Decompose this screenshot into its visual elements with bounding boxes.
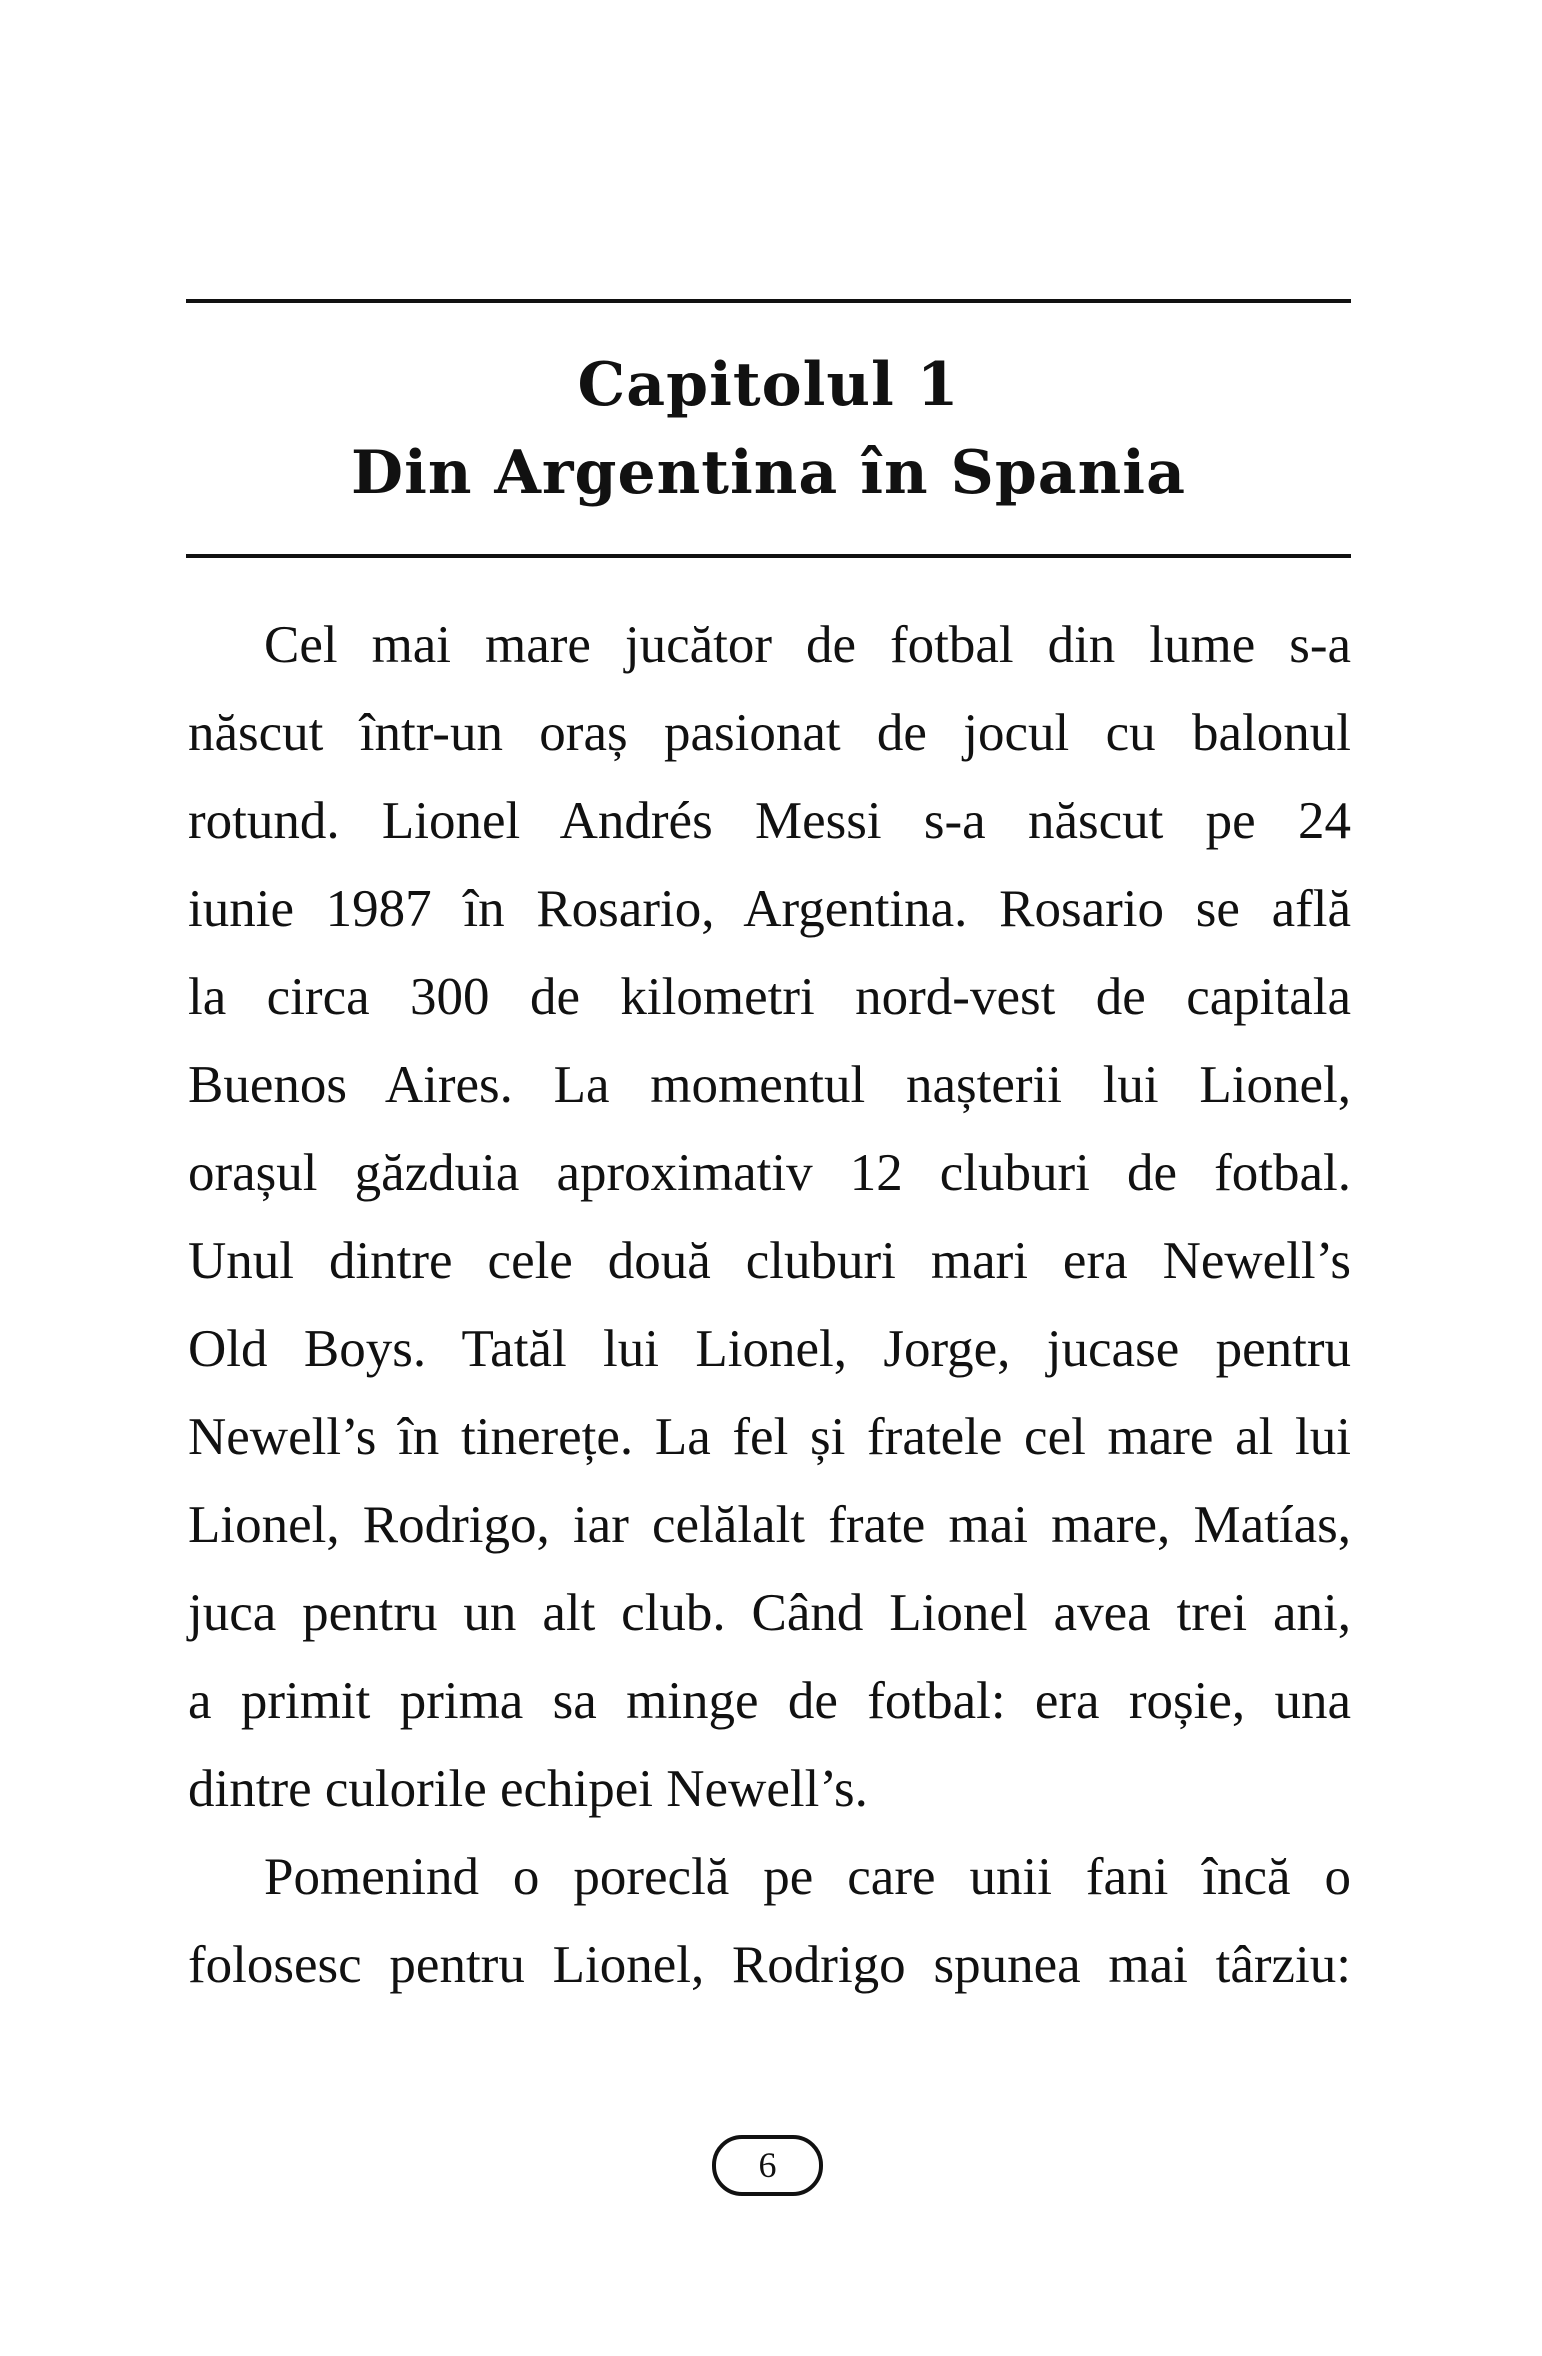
text-line: folosesc pentru Lionel, Rodrigo spunea mai târziu:	[188, 1936, 1351, 1994]
text-line: născut într-un oraș pasionat de jocul cu balonul	[188, 704, 1351, 762]
top-rule	[186, 299, 1351, 303]
text-line: dintre culorile echipei Newell’s.	[188, 1760, 868, 1818]
page-number: 6	[712, 2135, 823, 2196]
text-line: Unul dintre cele două cluburi mari era Newell’s	[188, 1232, 1351, 1290]
chapter-number: Capitolul 1	[577, 350, 960, 420]
text-line: rotund. Lionel Andrés Messi s-a născut pe 24	[188, 792, 1351, 850]
text-line: Buenos Aires. La momentul nașterii lui Lionel,	[188, 1056, 1351, 1114]
text-line: juca pentru un alt club. Când Lionel avea trei ani,	[188, 1584, 1351, 1642]
chapter-title: Din Argentina în Spania	[351, 438, 1186, 508]
text-line: Cel mai mare jucător de fotbal din lume s-a	[264, 616, 1351, 674]
body-text	[188, 601, 1351, 2009]
text-line: la circa 300 de kilometri nord-vest de capitala	[188, 968, 1351, 1026]
text-line: a primit prima sa minge de fotbal: era roșie, una	[188, 1672, 1351, 1730]
text-line: Newell’s în tinerețe. La fel și fratele cel mare al lui	[188, 1408, 1351, 1466]
text-line: Pomenind o poreclă pe care unii fani încă o	[264, 1848, 1351, 1906]
text-line: Lionel, Rodrigo, iar celălalt frate mai mare, Matías,	[188, 1496, 1351, 1554]
text-line: iunie 1987 în Rosario, Argentina. Rosario se află	[188, 880, 1351, 938]
bottom-rule	[186, 554, 1351, 558]
text-line: orașul găzduia aproximativ 12 cluburi de fotbal.	[188, 1144, 1351, 1202]
paragraph-2	[188, 1833, 1351, 2009]
text-line: Old Boys. Tatăl lui Lionel, Jorge, jucase pentru	[188, 1320, 1351, 1378]
paragraph-1	[188, 601, 1351, 1833]
